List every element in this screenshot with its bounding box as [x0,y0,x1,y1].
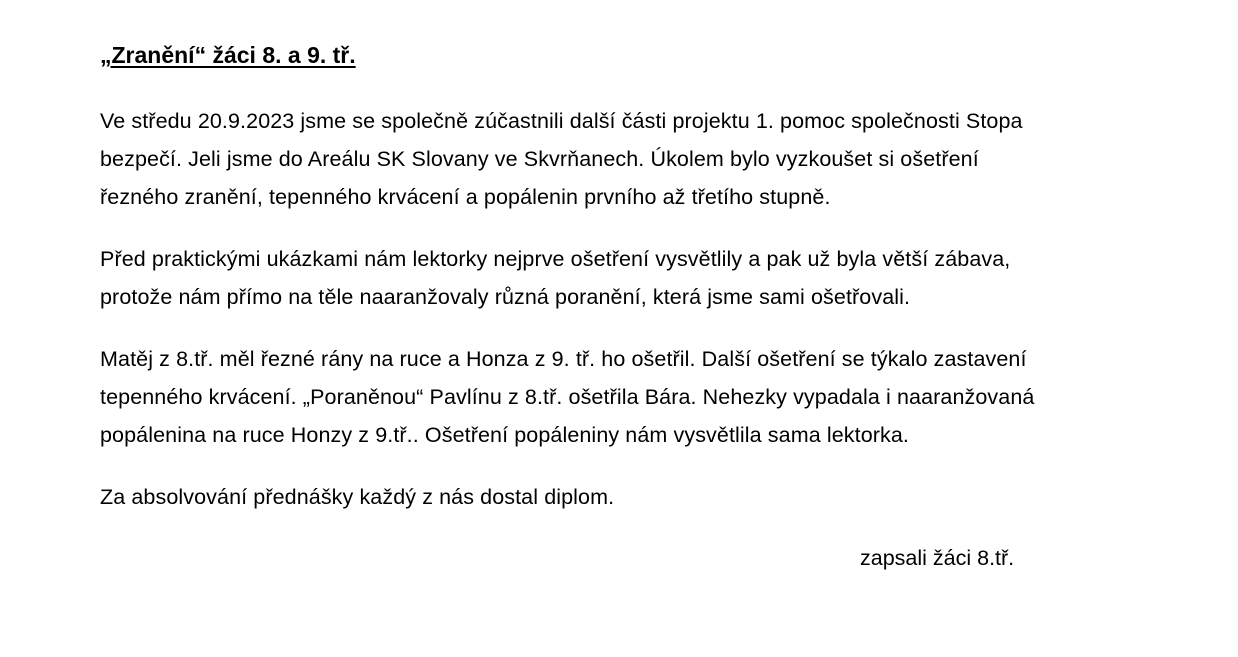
signature: zapsali žáci 8.tř. [860,546,1015,570]
paragraph-line: Před praktickými ukázkami nám lektorky nejprve ošetření vysvětlily a pak už byla větší zábava, [100,247,1011,271]
paragraph-line: Za absolvování přednášky každý z nás dostal diplom. [100,485,615,509]
paragraph-3 [100,340,1034,454]
paragraph-line: Matěj z 8.tř. měl řezné rány na ruce a Honza z 9. tř. ho ošetřil. Další ošetření se týkalo zastavení [100,347,1027,371]
paragraph-line: protože nám přímo na těle naaranžovaly různá poranění, která jsme sami ošetřovali. [100,285,911,309]
document-title: „Zranění“ žáci 8. a 9. tř. [100,42,356,68]
paragraph-1 [100,102,1023,216]
paragraph-2 [100,240,1010,316]
paragraph-line: popálenina na ruce Honzy z 9.tř.. Ošetření popáleniny nám vysvětlila sama lektorka. [100,423,909,447]
paragraph-line: tepenného krvácení. „Poraněnou“ Pavlínu z 8.tř. ošetřila Bára. Nehezky vypadala i naaranžovaná [100,385,1035,409]
paragraph-line: bezpečí. Jeli jsme do Areálu SK Slovany ve Skvrňanech. Úkolem bylo vyzkoušet si ošetření [100,147,979,171]
paragraph-line: řezného zranění, tepenného krvácení a popálenin prvního až třetího stupně. [100,185,831,209]
paragraph-4 [100,478,614,516]
paragraph-line: Ve středu 20.9.2023 jsme se společně zúčastnili další části projektu 1. pomoc společnosti Stopa [100,109,1023,133]
